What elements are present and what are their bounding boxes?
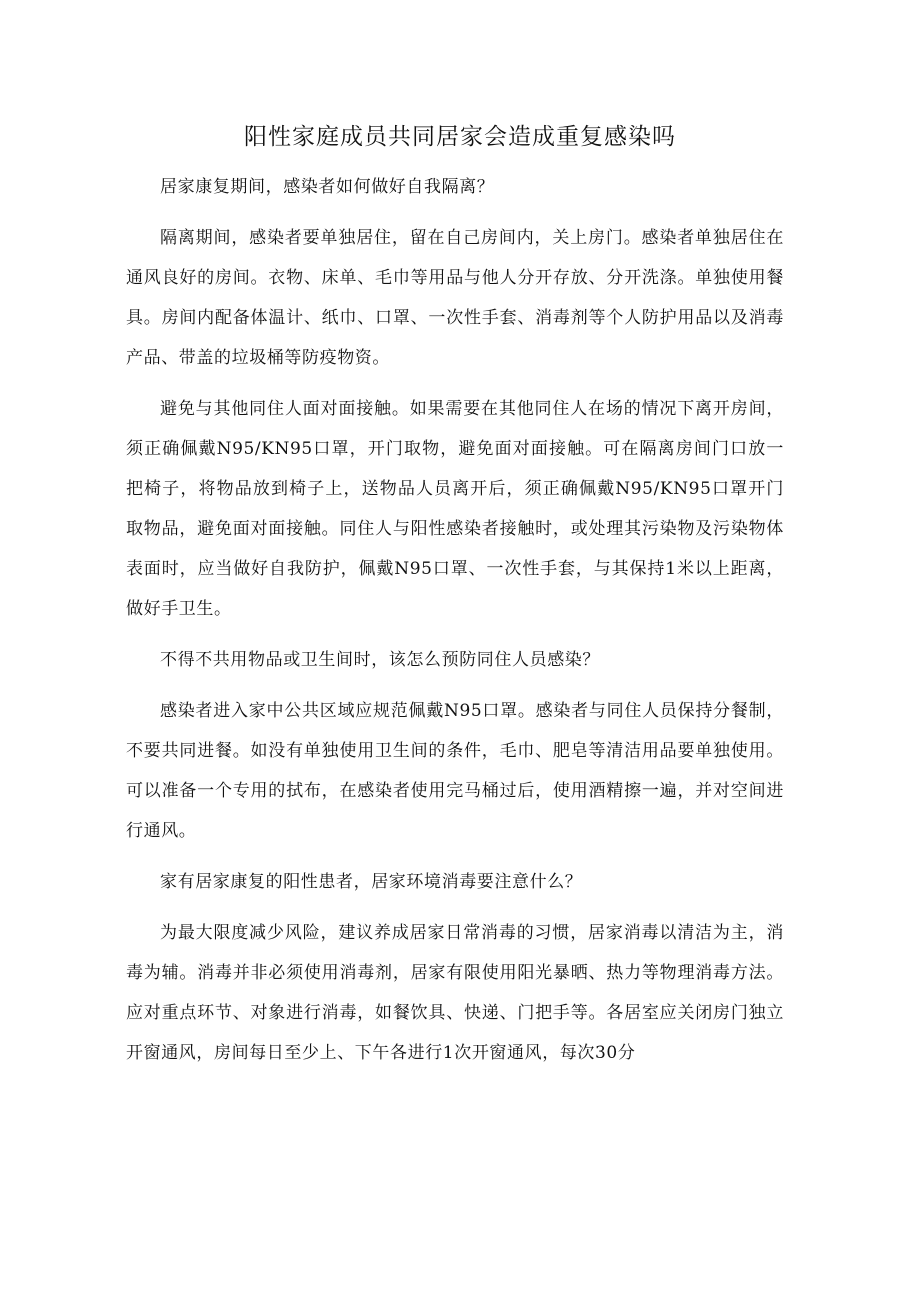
question-paragraph-isolation: 居家康复期间，感染者如何做好自我隔离？ xyxy=(160,177,495,197)
body-paragraph: 为最大限度减少风险，建议养成居家日常消毒的习惯，居家消毒以清洁为主，消毒为辅。消毒并非必须使用消毒剂，居家有限使用阳光暴晒、热力等物理消毒方法。应对重点环节、对象进行消毒，如餐饮具、快递、门把手等。各居室应关闭房门独立开窗通风，房间每日至少上、下午各进行1次开窗通风，每次30分 xyxy=(126,923,784,1063)
body-paragraph: 避免与其他同住人面对面接触。如果需要在其他同住人在场的情况下离开房间，须正确佩戴N95/KN95口罩，开门取物，避免面对面接触。可在隔离房间门口放一把椅子，将物品放到椅子上，送物品人员离开后，须正确佩戴N95/KN95口罩开门取物品，避免面对面接触。同住人与阳性感染者接触时，或处理其污染物及污染物体表面时，应当做好自我防护，佩戴N95口罩、一次性手套，与其保持1米以上距离，做好手卫生。 xyxy=(126,399,784,619)
question-paragraph-shared-items: 不得不共用物品或卫生间时，该怎么预防同住人员感染？ xyxy=(160,650,600,670)
body-paragraph: 感染者进入家中公共区域应规范佩戴N95口罩。感染者与同住人员保持分餐制，不要共同进餐。如没有单独使用卫生间的条件，毛巾、肥皂等清洁用品要单独使用。可以准备一个专用的拭布，在感染者使用完马桶过后，使用酒精擦一遍，并对空间进行通风。 xyxy=(126,701,784,841)
body-paragraph: 隔离期间，感染者要单独居住，留在自己房间内，关上房门。感染者单独居住在通风良好的房间。衣物、床单、毛巾等用品与他人分开存放、分开洗涤。单独使用餐具。房间内配备体温计、纸巾、口罩、一次性手套、消毒剂等个人防护用品以及消毒产品、带盖的垃圾桶等防疫物资。 xyxy=(126,228,784,368)
question-paragraph-disinfection: 家有居家康复的阳性患者，居家环境消毒要注意什么？ xyxy=(160,872,583,892)
document-body xyxy=(126,167,784,1084)
document-title: 阳性家庭成员共同居家会造成重复感染吗 xyxy=(244,124,676,150)
